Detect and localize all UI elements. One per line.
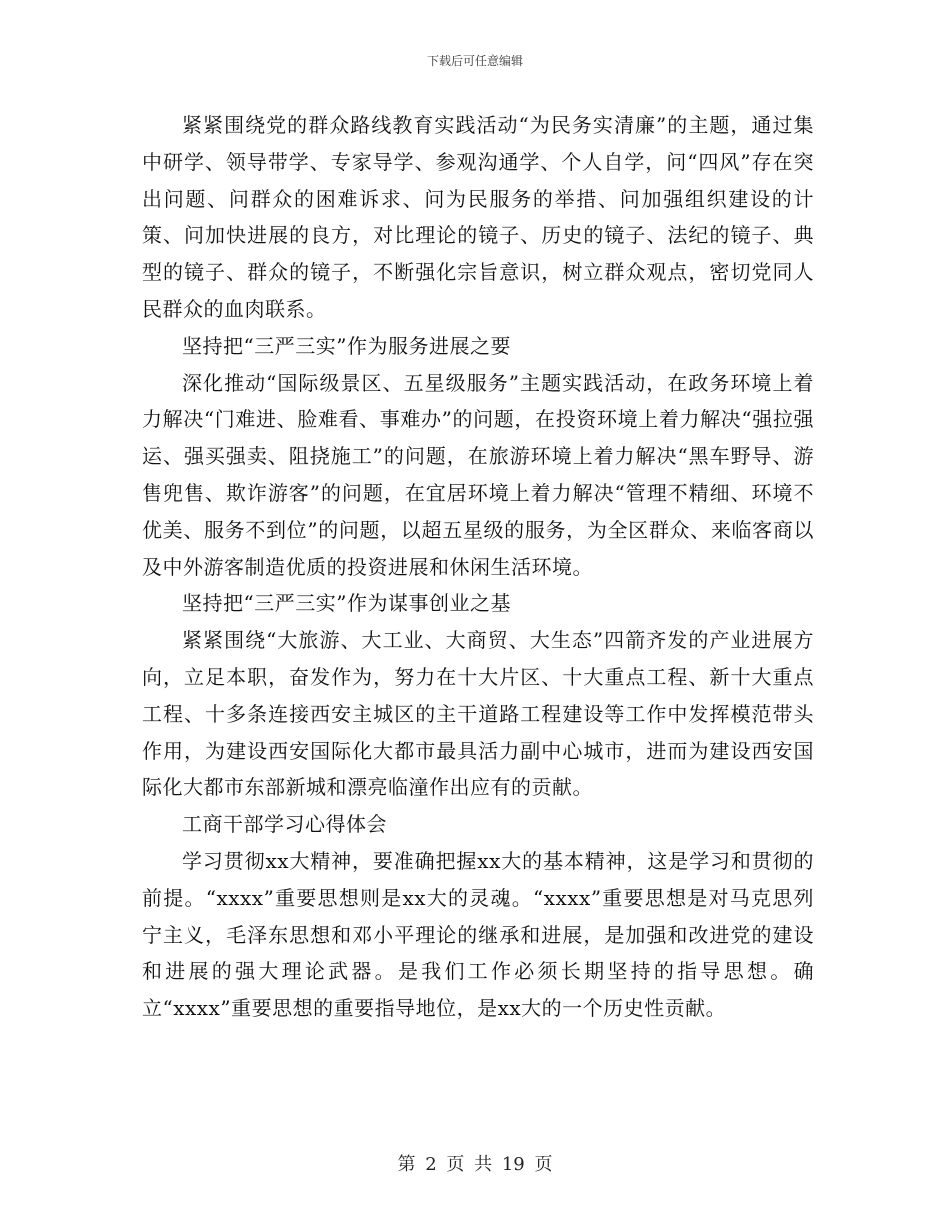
paragraph-3: 紧紧围绕“大旅游、大工业、大商贸、大生态”四箭齐发的产业进展方向，立足本职，奋发作为，努力在十大片区、十大重点工程、新十大重点工程、十多条连接西安主城区的主干道路工程建设等工作中发挥模范带头作用，为建设西安国际化大都市最具活力副中心城市，进而为建设西安国际化大都市东部新城和漂亮临潼作出应有的贡献。 [142, 628, 814, 800]
paragraph-2: 深化推动“国际级景区、五星级服务”主题实践活动，在政务环境上着力解决“门难进、脸难看、事难办”的问题，在投资环境上着力解决“强拉强运、强买强卖、阻挠施工”的问题，在旅游环境上着力解决“黑车野导、游售兜售、欺诈游客”的问题，在宜居环境上着力解决“管理不精细、环境不优美、服务不到位”的问题，以超五星级的服务，为全区群众、来临客商以及中外游客制造优质的投资进展和休闲生活环境。 [142, 370, 814, 579]
page-header: 下载后可任意编辑 [426, 54, 523, 68]
section-heading-2: 坚持把“三严三实”作为谋事创业之基 [182, 591, 511, 616]
paragraph-1: 紧紧围绕党的群众路线教育实践活动“为民务实清廉”的主题，通过集中研学、领导带学、专家导学、参观沟通学、个人自学，问“四风”存在突出问题、问群众的困难诉求、问为民服务的举措、问加强组织建设的计策、问加快进展的良方，对比理论的镜子、历史的镜子、法纪的镜子、典型的镜子、群众的镜子，不断强化宗旨意识，树立群众观点，密切党同人民群众的血肉联系。 [142, 113, 814, 321]
section-heading-1: 坚持把“三严三实”作为服务进展之要 [182, 333, 511, 358]
section-heading-3: 工商干部学习心得体会 [182, 812, 387, 837]
document-body [142, 107, 814, 1027]
paragraph-4: 学习贯彻xx大精神，要准确把握xx大的基本精神，这是学习和贯彻的前提。“xxxx”重要思想则是xx大的灵魂。“xxxx”重要思想是对马克思列宁主义，毛泽东思想和邓小平理论的继承和进展，是加强和改进党的建设和进展的强大理论武器。是我们工作必须长期坚持的指导思想。确立“xxxx”重要思想的重要指导地位，是xx大的一个历史性贡献。 [142, 848, 814, 1021]
page-number-footer: 第 2 页 共 19 页 [397, 1154, 553, 1175]
